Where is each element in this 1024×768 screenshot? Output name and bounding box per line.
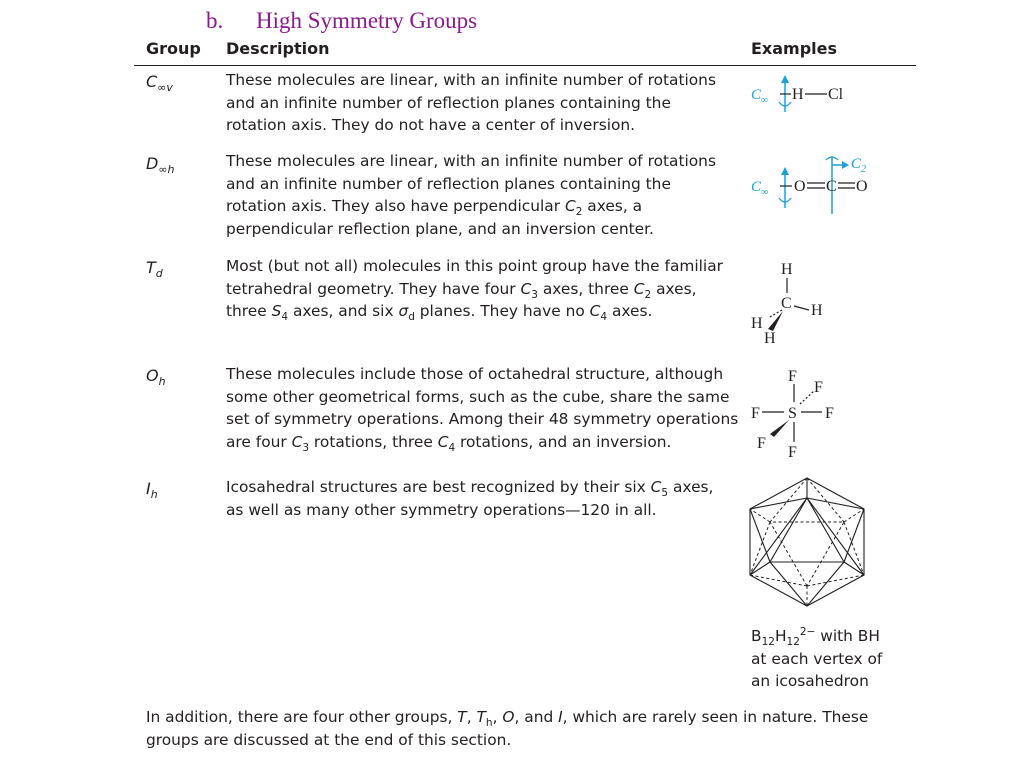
atom-f-bottom: F <box>788 444 797 461</box>
description-oh <box>226 363 739 454</box>
example-co2 <box>748 150 888 220</box>
description-line: Icosahedral structures are best recognized by their six $C_5$ axes, <box>226 478 714 500</box>
atom-o-right: O <box>856 178 868 195</box>
description-line: three $S_4$ axes, and six $\sigma_d$ planes. They have no $C_4$ axes. <box>226 302 653 324</box>
atom-f-front: F <box>757 435 766 452</box>
description-cinfv <box>226 69 728 137</box>
header-rule <box>134 65 916 66</box>
description-td <box>226 255 728 323</box>
icosahedron-caption <box>751 625 882 693</box>
group-cinfv: $C_{\infty v}$ <box>146 72 173 95</box>
atom-f-back: F <box>814 379 823 396</box>
group-td: $T_d$ <box>146 258 163 281</box>
axis-label: $C_\infty$ <box>751 179 769 198</box>
caption-line: an icosahedron <box>751 672 869 691</box>
example-sf6 <box>748 364 848 462</box>
example-ch4 <box>748 256 838 348</box>
description-line: and an infinite number of reflection planes containing the <box>226 93 671 112</box>
description-line: These molecules are linear, with an infinite number of rotations <box>226 152 716 170</box>
column-header-description: Description <box>226 39 330 58</box>
group-ih: $I_h$ <box>146 479 158 502</box>
description-line: as well as many other symmetry operations—120 in all. <box>226 500 657 519</box>
atom-h-right: H <box>811 302 823 319</box>
column-header-examples: Examples <box>751 39 838 58</box>
atom-c: C <box>781 295 792 312</box>
description-line: These molecules are linear, with an infinite number of rotations <box>226 71 716 89</box>
atom-h: H <box>792 86 804 103</box>
description-line: rotation axis. They do not have a center of inversion. <box>226 116 636 135</box>
description-dinfh <box>226 150 728 240</box>
atom-f-top: F <box>788 368 797 385</box>
example-hcl <box>748 74 858 116</box>
atom-cl: Cl <box>828 86 844 103</box>
group-oh: $O_h$ <box>146 366 166 389</box>
atom-h-top: H <box>781 261 793 278</box>
title-text: High Symmetry Groups <box>256 8 478 33</box>
caption-line: $B_{12}H_{12}^{2-}$ with BH <box>751 625 880 649</box>
column-header-group: Group <box>146 39 201 58</box>
footer-note <box>146 706 868 751</box>
footer-line: groups are discussed at the end of this section. <box>146 730 512 749</box>
description-line: perpendicular reflection plane, and an inversion center. <box>226 219 654 238</box>
c2-label: $C_2$ <box>851 156 867 175</box>
atom-f-left: F <box>751 405 760 422</box>
slide-title <box>206 8 477 34</box>
atom-h-left: H <box>751 315 763 332</box>
description-line: These molecules include those of octahedral structure, although <box>226 365 724 383</box>
atom-c: C <box>826 178 837 195</box>
description-line: tetrahedral geometry. They have four $C_3$ axes, three $C_2$ axes, <box>226 279 697 301</box>
description-line: set of symmetry operations. Among their 48 symmetry operations <box>226 410 739 429</box>
icosahedron-figure <box>748 474 868 610</box>
atom-f-right: F <box>825 405 834 422</box>
description-line: Most (but not all) molecules in this point group have the familiar <box>226 257 723 275</box>
description-line: rotation axis. They also have perpendicular $C_2$ axes, a <box>226 197 643 219</box>
rotation-axis-icon <box>779 167 791 208</box>
description-ih <box>226 476 728 521</box>
atom-o-left: O <box>794 178 806 195</box>
caption-line: at each vertex of <box>751 649 883 668</box>
description-line: and an infinite number of reflection planes containing the <box>226 174 671 193</box>
description-line: some other geometrical forms, such as the cube, share the same <box>226 387 730 406</box>
axis-label: $C_\infty$ <box>751 87 769 106</box>
footer-line: In addition, there are four other groups, T, $T_h$, O, and I, which are rarely seen in nature. These <box>146 708 869 730</box>
title-number: b. <box>206 8 224 33</box>
atom-s: S <box>788 405 797 422</box>
atom-h-bottom: H <box>764 330 776 347</box>
description-line: are four $C_3$ rotations, three $C_4$ rotations, and an inversion. <box>226 432 672 454</box>
group-dinfh: $D_{\infty h}$ <box>146 154 175 177</box>
